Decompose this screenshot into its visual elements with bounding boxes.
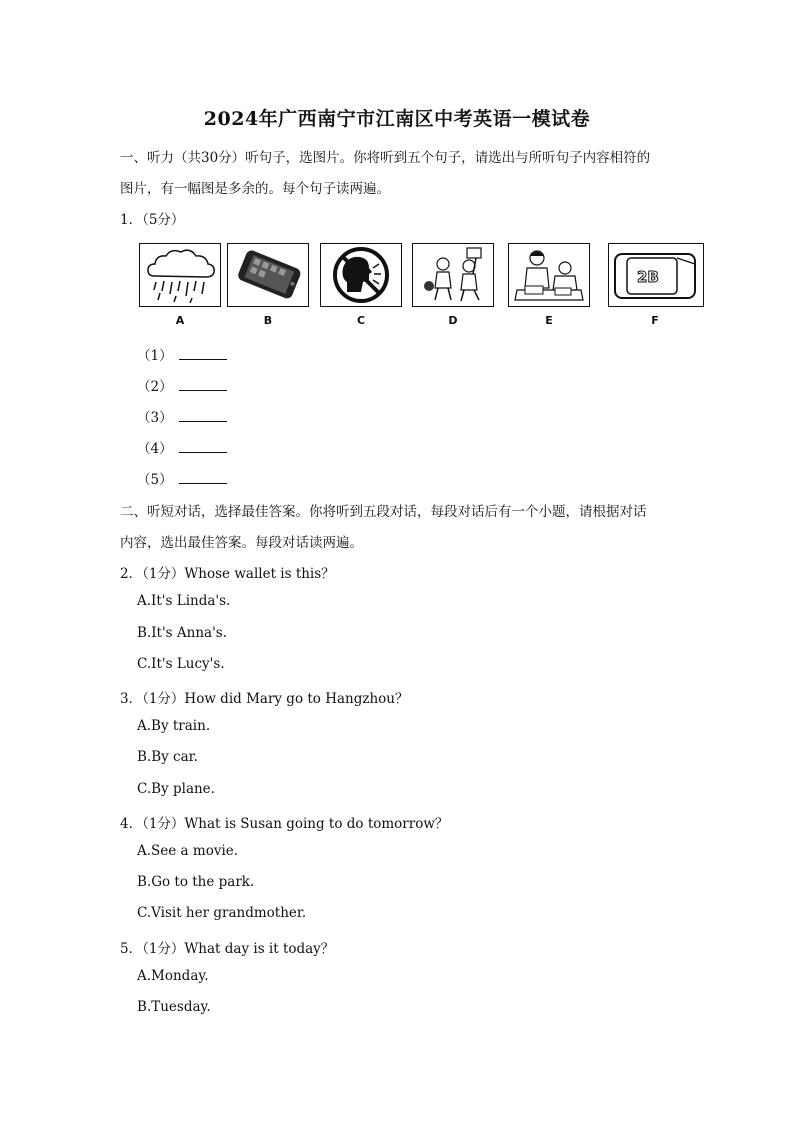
question-4-option-c[interactable]: C.Visit her grandmother. xyxy=(137,905,307,921)
picture-label-e: E xyxy=(545,314,553,327)
question-2-option-a[interactable]: A.It's Linda's. xyxy=(137,593,231,609)
blank-line-1 xyxy=(137,344,227,364)
answer-blank[interactable] xyxy=(179,440,227,453)
section1-intro-line1: 一、听力（共30分）听句子，选图片。你将听到五个句子，请选出与所听句子内容相符的 xyxy=(120,150,651,166)
section2-intro-line2: 内容，选出最佳答案。每段对话读两遍。 xyxy=(120,535,363,551)
picture-label-b: B xyxy=(263,314,273,327)
question-5-option-b[interactable]: B.Tuesday. xyxy=(137,999,211,1015)
eraser-2b-icon xyxy=(609,244,703,306)
answer-blank[interactable] xyxy=(179,409,227,422)
picture-option-f xyxy=(608,243,690,327)
question-5-stem: 5．（1分）What day is it today？ xyxy=(120,941,335,957)
blank-number: （4） xyxy=(137,441,173,457)
mobile-phone-icon xyxy=(228,244,308,306)
blank-line-4 xyxy=(137,437,227,457)
blank-number: （1） xyxy=(137,348,173,364)
section2-intro-line1: 二、听短对话，选择最佳答案。你将听到五段对话，每段对话后有一个小题，请根据对话 xyxy=(120,504,647,520)
no-talking-icon xyxy=(321,244,401,306)
picture-option-a xyxy=(139,243,221,327)
question-3-option-a[interactable]: A.By train. xyxy=(137,718,211,734)
picture-options-row xyxy=(139,243,705,333)
answer-blank[interactable] xyxy=(179,471,227,484)
picture-option-d xyxy=(412,243,494,327)
section1-intro-line2: 图片，有一幅图是多余的。每个句子读两遍。 xyxy=(120,181,390,197)
question-2-option-c[interactable]: C.It's Lucy's. xyxy=(137,656,225,672)
page-title: 2024年广西南宁市江南区中考英语一模试卷 xyxy=(203,108,591,130)
answer-blank[interactable] xyxy=(179,378,227,391)
rain-cloud-icon xyxy=(140,244,220,306)
answer-blank[interactable] xyxy=(179,347,227,360)
blank-line-2 xyxy=(137,375,227,395)
blank-number: （2） xyxy=(137,379,173,395)
question-3-option-c[interactable]: C.By plane. xyxy=(137,781,215,797)
picture-label-f: F xyxy=(651,314,659,327)
svg-text:2B: 2B xyxy=(637,268,659,286)
blank-number: （5） xyxy=(137,472,173,488)
basketball-players-icon xyxy=(413,244,493,306)
question-4-stem: 4．（1分）What is Susan going to do tomorrow？ xyxy=(120,816,449,832)
picture-option-e xyxy=(508,243,590,327)
picture-label-a: A xyxy=(175,314,185,327)
blank-number: （3） xyxy=(137,410,173,426)
picture-option-b xyxy=(227,243,309,327)
question-2-option-b[interactable]: B.It's Anna's. xyxy=(137,625,228,641)
question-4-option-a[interactable]: A.See a movie. xyxy=(137,843,239,859)
picture-label-c: C xyxy=(356,314,366,327)
question-5-option-a[interactable]: A.Monday. xyxy=(137,968,209,984)
question-3-stem: 3．（1分）How did Mary go to Hangzhou？ xyxy=(120,691,409,707)
question-4-option-b[interactable]: B.Go to the park. xyxy=(137,874,255,890)
question-2-stem: 2．（1分）Whose wallet is this？ xyxy=(120,566,335,582)
question-1-stem: 1．（5分） xyxy=(120,212,185,228)
blank-line-3 xyxy=(137,406,227,426)
question-3-option-b[interactable]: B.By car. xyxy=(137,749,198,765)
picture-label-d: D xyxy=(448,314,458,327)
students-studying-icon xyxy=(509,244,589,306)
picture-option-c xyxy=(320,243,402,327)
blank-line-5 xyxy=(137,468,227,488)
